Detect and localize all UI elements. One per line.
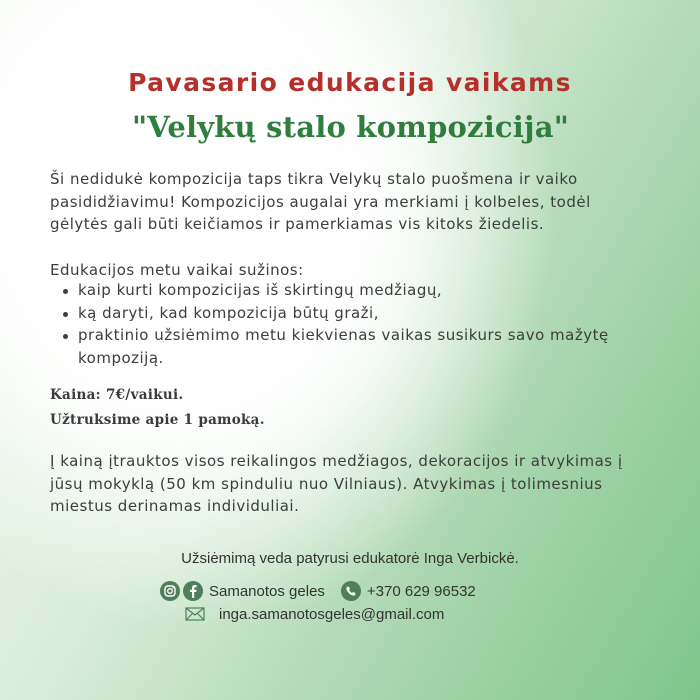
page-title: Pavasario edukacija vaikams [128, 68, 572, 97]
list-item: praktinio užsiėmimo metu kiekvienas vaikas susikurs savo mažytę kompoziją. [50, 324, 650, 369]
envelope-icon [185, 607, 205, 621]
learn-heading: Edukacijos metu vaikai sužinos: [50, 261, 304, 279]
viber-icon[interactable] [341, 581, 361, 601]
host-text: Užsiėmimą veda patyrusi edukatorė Inga Verbickė. [181, 550, 519, 567]
price-text: Kaina: 7€/vaikui. [50, 387, 184, 403]
phone-number[interactable]: +370 629 96532 [366, 582, 476, 600]
contact-row [160, 580, 476, 602]
social-name[interactable]: Samanotos geles [209, 582, 325, 600]
instagram-icon[interactable] [160, 581, 180, 601]
learn-list [50, 279, 650, 369]
list-item: ką daryti, kad kompozicija būtų graži, [50, 302, 650, 325]
outro-paragraph: Į kainą įtrauktos visos reikalingos medžiagos, dekoracijos ir atvykimas į jūsų mokyklą (50 km spinduliu nuo Vilniaus). Atvykimas į tolimesnius miestus derinamas individuliai. [50, 452, 623, 515]
facebook-icon[interactable] [183, 581, 203, 601]
email-address[interactable]: inga.samanotosgeles@gmail.com [219, 605, 445, 623]
page-subtitle: "Velykų stalo kompozicija" [132, 110, 569, 144]
intro-paragraph: Ši nedidukė kompozicija taps tikra Velykų stalo puošmena ir vaiko pasididžiavimu! Kompozicijos augalai yra merkiami į kolbeles, todėl gėlytės gali būti keičiamos ir pamerkiamas vis kitoks žiedelis. [50, 170, 591, 233]
duration-text: Užtruksime apie 1 pamoką. [50, 412, 265, 428]
list-item: kaip kurti kompozicijas iš skirtingų medžiagų, [50, 279, 650, 302]
email-row [185, 603, 444, 625]
